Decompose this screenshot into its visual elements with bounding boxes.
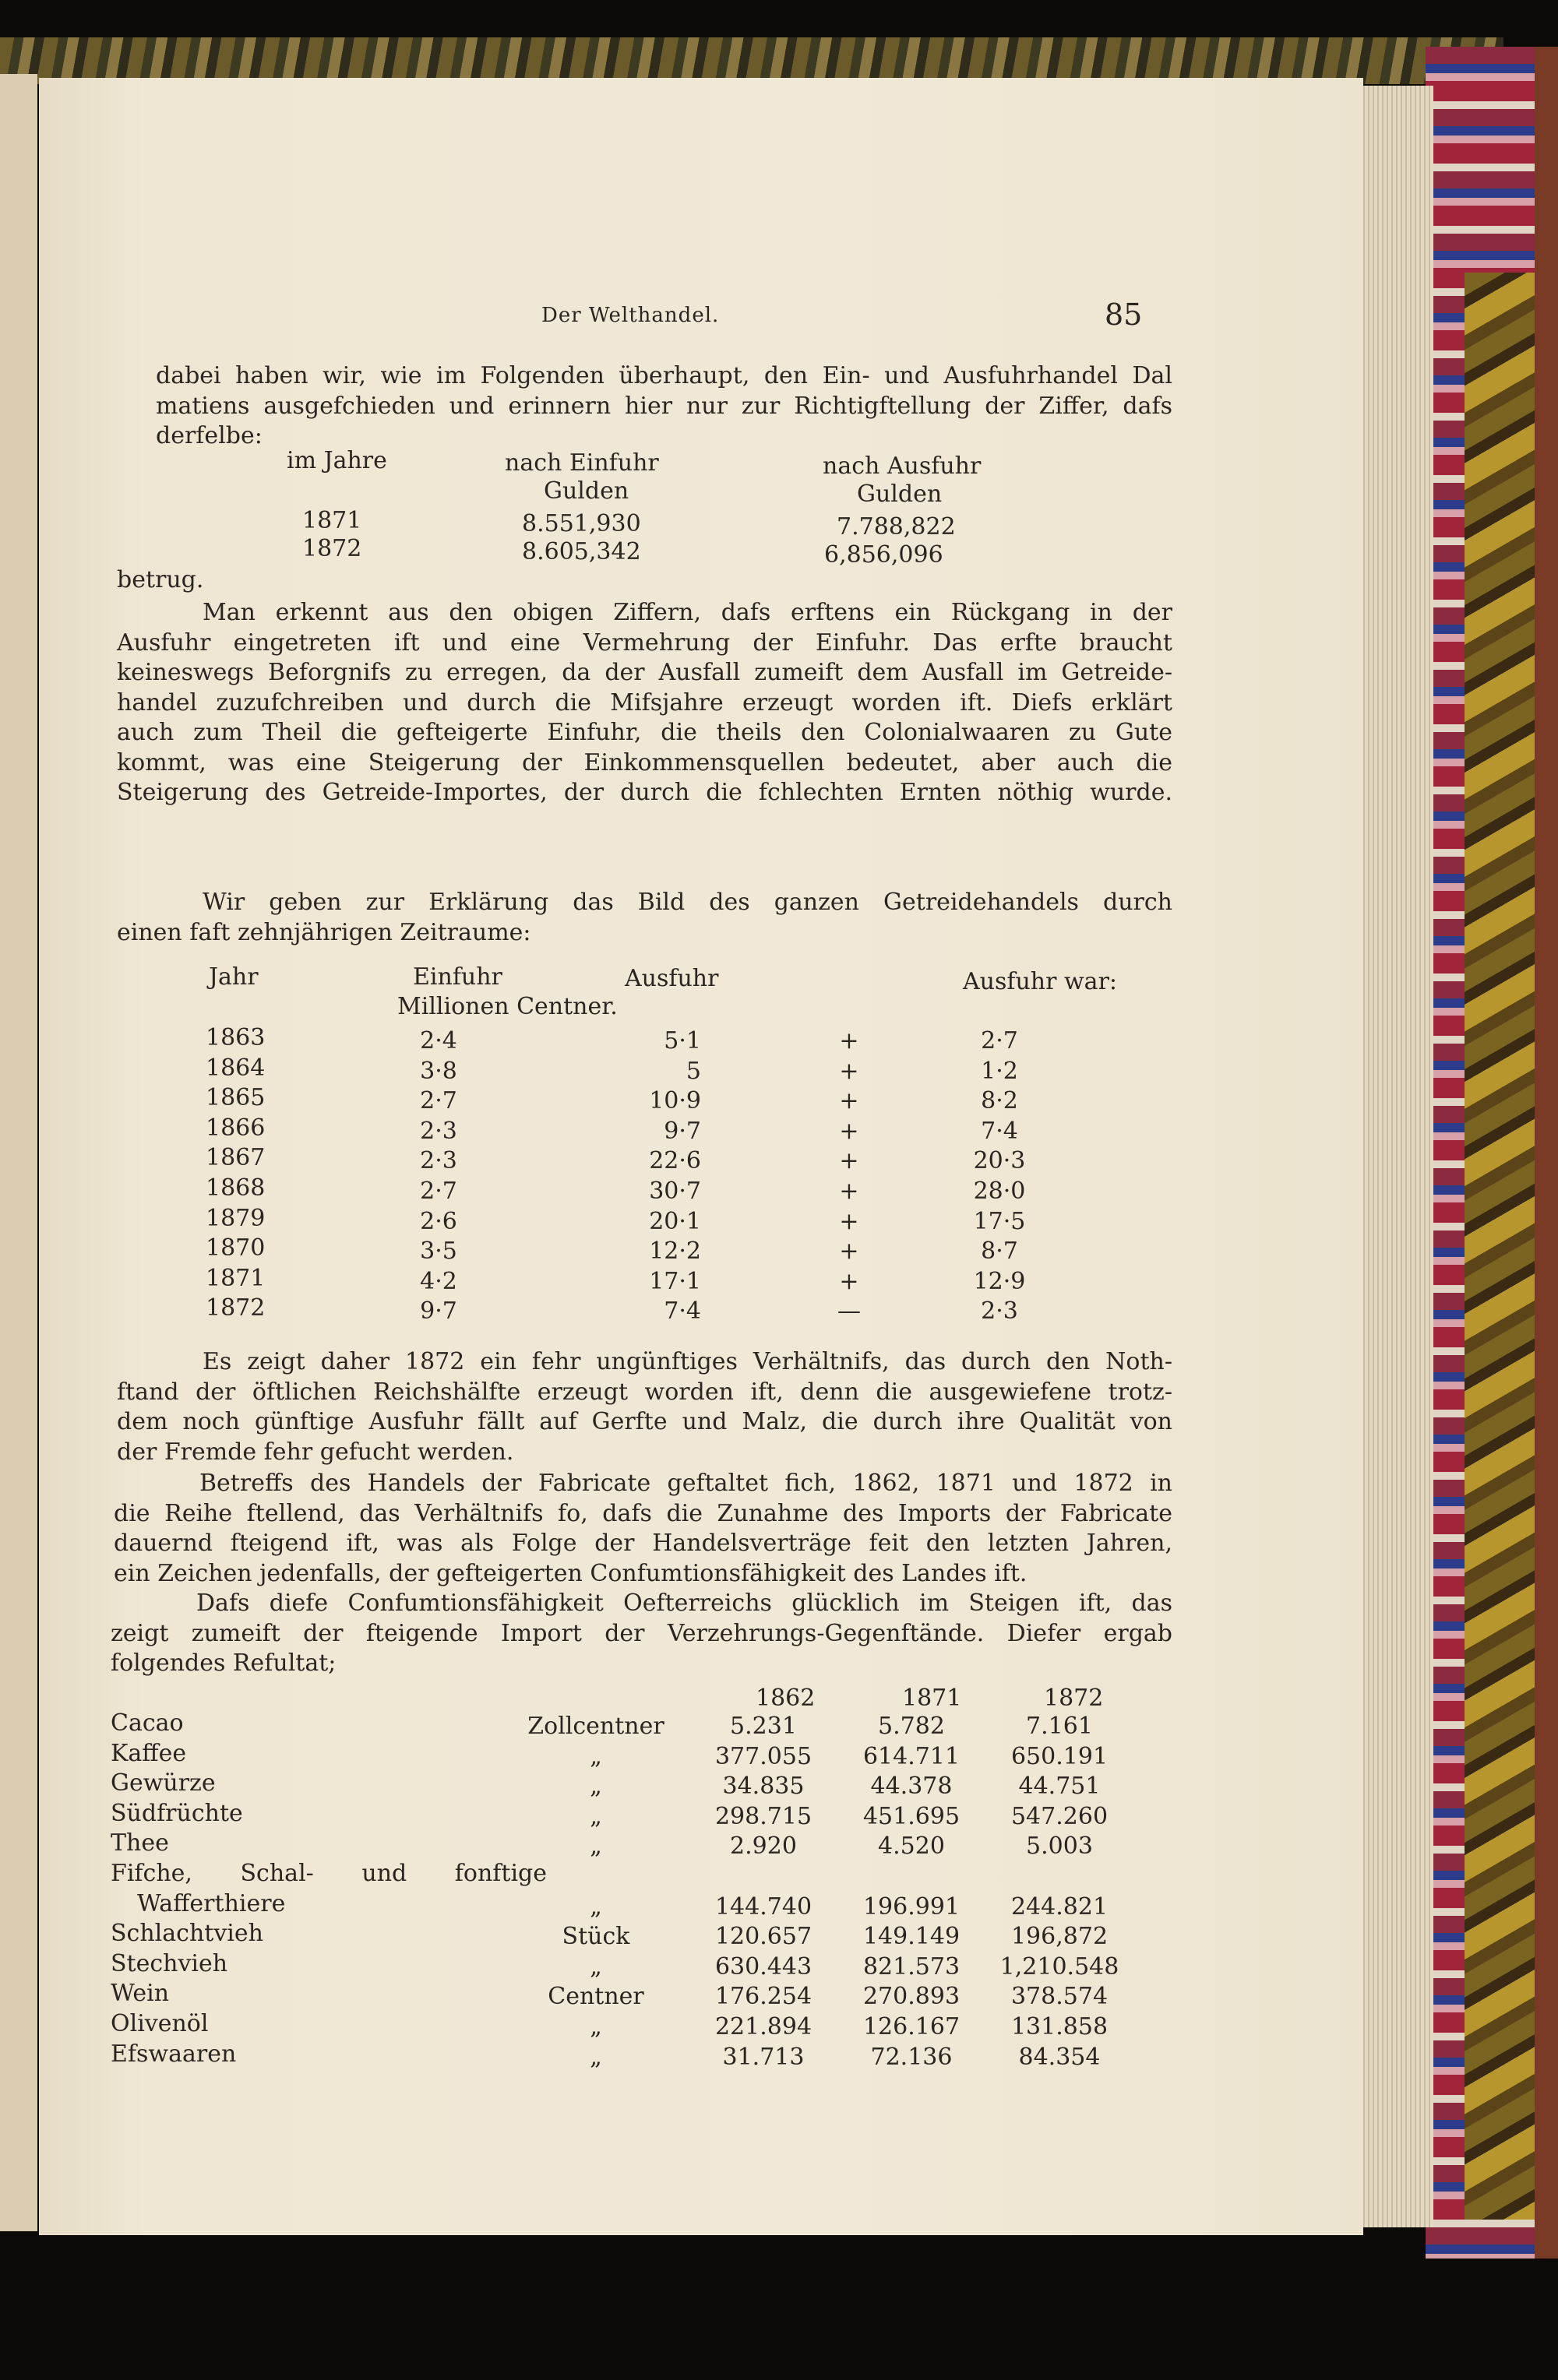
paragraph bbox=[111, 1589, 1172, 1679]
unit-label: Millionen Centner. bbox=[397, 993, 618, 1020]
marbled-cover-top bbox=[0, 37, 1503, 84]
table-cell-difference: 8·7 bbox=[981, 1238, 1018, 1266]
table-cell-1872: 84.354 bbox=[1018, 2043, 1101, 2071]
text-line: dauernd fteigend ift, was als Folge der Handelsverträge feit den letzten Jahren, bbox=[114, 1530, 1172, 1557]
table-cell-difference: 2·7 bbox=[981, 1027, 1018, 1054]
table-cell-year: 1871 bbox=[206, 1264, 266, 1292]
table-cell-1871: 821.573 bbox=[862, 1952, 961, 1980]
table-cell-sign: + bbox=[839, 1117, 859, 1145]
table-cell-import: 2·7 bbox=[420, 1178, 457, 1205]
column-header: Ausfuhr war: bbox=[963, 968, 1118, 995]
table-cell-item: Thee bbox=[111, 1829, 169, 1857]
text-line: die Reihe ftellend, das Verhältnifs fo, dafs die Zunahme des Imports der Fabricate bbox=[114, 1499, 1172, 1527]
table-cell-unit: Zollcentner bbox=[527, 1713, 664, 1740]
table-cell-export: 5·1 bbox=[664, 1027, 701, 1054]
column-header-year: 1872 bbox=[1044, 1685, 1104, 1712]
table-cell-1871: 196.991 bbox=[862, 1892, 961, 1921]
text-line: Betreffs des Handels der Fabricate geftaltet fich, 1862, 1871 und 1872 in bbox=[199, 1470, 1172, 1497]
table-cell-1862: 31.713 bbox=[722, 2043, 805, 2071]
table-cell-unit: „ bbox=[590, 2013, 602, 2040]
text-line: Dafs diefe Confumtionsfähigkeit Oefterreichs glücklich im Steigen ift, das bbox=[196, 1590, 1172, 1617]
table-cell-import: 2·3 bbox=[420, 1117, 457, 1145]
table-cell-1871: 44.378 bbox=[870, 1773, 953, 1801]
table-cell-sign: + bbox=[839, 1087, 859, 1115]
table-cell-1862: 5.231 bbox=[730, 1713, 797, 1740]
table-cell-import: 2·6 bbox=[420, 1207, 457, 1235]
table-cell-export: 10·9 bbox=[649, 1087, 701, 1115]
table-cell-difference: 8·2 bbox=[981, 1087, 1018, 1115]
table-cell-sign: + bbox=[839, 1147, 859, 1175]
table-cell-sign: + bbox=[839, 1057, 859, 1085]
table-cell-year: 1872 bbox=[206, 1294, 266, 1322]
table-cell-1862: 298.715 bbox=[714, 1802, 812, 1830]
page-stack-edges bbox=[1355, 86, 1433, 2227]
table-cell-unit: „ bbox=[590, 1892, 602, 1921]
paragraph bbox=[117, 598, 1172, 808]
text-line: keineswegs Beforgnifs zu erregen, da der Ausfall zumeift dem Ausfall im Getreide- bbox=[117, 659, 1172, 686]
book-page bbox=[39, 78, 1363, 2235]
table-cell-unit: „ bbox=[590, 1773, 602, 1801]
table-cell-unit: „ bbox=[590, 2043, 602, 2071]
paragraph bbox=[117, 1347, 1172, 1467]
table-cell-1872: 650.191 bbox=[1010, 1742, 1109, 1770]
column-header: Einfuhr bbox=[413, 963, 502, 991]
table-cell-year: 1865 bbox=[206, 1084, 266, 1112]
table-cell-export: 9·7 bbox=[664, 1117, 701, 1145]
table-cell-1862: 144.740 bbox=[714, 1892, 812, 1921]
table-cell-unit: „ bbox=[590, 1833, 602, 1861]
table-cell-year: 1866 bbox=[206, 1114, 266, 1142]
table-cell-1871: 614.711 bbox=[862, 1742, 961, 1770]
table-cell-1862: 120.657 bbox=[714, 1923, 812, 1951]
table-cell-year: 1863 bbox=[206, 1024, 266, 1051]
table-cell-difference: 20·3 bbox=[973, 1147, 1026, 1175]
table-cell-sign: + bbox=[839, 1027, 859, 1054]
table-cell-1872: 244.821 bbox=[1010, 1892, 1109, 1921]
table-cell-export: 30·7 bbox=[649, 1178, 701, 1205]
table-cell-unit: „ bbox=[590, 1742, 602, 1770]
column-header: nach Einfuhr bbox=[505, 449, 659, 477]
table-cell-import: 2·7 bbox=[420, 1087, 457, 1115]
paragraph bbox=[114, 1469, 1172, 1589]
table-cell-import: 2·3 bbox=[420, 1147, 457, 1175]
table-cell-item: Fifche, Schal- und fonftige bbox=[111, 1860, 547, 1887]
table-cell-unit: Centner bbox=[548, 1983, 644, 2011]
text-line: folgendes Refultat; bbox=[111, 1649, 337, 1677]
table-cell-item: Wein bbox=[111, 1980, 170, 2008]
table-cell-item: Stechvieh bbox=[111, 1949, 228, 1977]
text-line: Ausfuhr eingetreten ift und eine Vermehrung der Einfuhr. Das erfte braucht bbox=[117, 628, 1172, 657]
text-line: betrug. bbox=[117, 566, 204, 593]
table-cell-1862: 34.835 bbox=[722, 1773, 805, 1801]
table-cell-item: Wafferthiere bbox=[137, 1889, 286, 1917]
table-cell-1862: 176.254 bbox=[714, 1983, 812, 2011]
table-cell-export: 12·2 bbox=[649, 1238, 701, 1266]
page-number: 85 bbox=[1105, 298, 1143, 332]
table-cell-export: 6,856,096 bbox=[824, 541, 943, 569]
table-cell-sign: + bbox=[839, 1207, 859, 1235]
table-cell-export: 22·6 bbox=[649, 1147, 701, 1175]
table-cell-1872: 131.858 bbox=[1010, 2013, 1109, 2040]
table-cell-1872: 7.161 bbox=[1026, 1713, 1093, 1740]
column-header: im Jahre bbox=[287, 447, 387, 474]
column-header: nach Ausfuhr bbox=[823, 452, 982, 480]
table-cell-import: 3·5 bbox=[420, 1238, 457, 1266]
table-cell-export: 7·4 bbox=[664, 1297, 701, 1326]
text-line: ein Zeichen jedenfalls, der gefteigerten Confumtionsfähigkeit des Landes ift. bbox=[114, 1559, 1028, 1587]
table-cell-item: Cacao bbox=[111, 1709, 184, 1737]
table-cell-year: 1868 bbox=[206, 1174, 266, 1202]
table-cell-difference: 1·2 bbox=[981, 1057, 1018, 1085]
table-cell-1862: 2.920 bbox=[730, 1833, 797, 1861]
table-cell-import: 4·2 bbox=[420, 1267, 457, 1295]
column-header: Jahr bbox=[209, 963, 259, 991]
column-header: Ausfuhr bbox=[625, 965, 719, 992]
unit-label: Gulden bbox=[857, 481, 943, 508]
paragraph bbox=[117, 888, 1172, 948]
table-cell-1872: 1,210.548 bbox=[999, 1952, 1119, 1980]
text-line: der Fremde fehr gefucht werden. bbox=[117, 1438, 514, 1466]
table-cell-1871: 4.520 bbox=[878, 1833, 945, 1861]
text-line: Es zeigt daher 1872 ein fehr ungünftiges Verhältnifs, das durch den Noth- bbox=[203, 1348, 1172, 1375]
text-line: zeigt zumeift der fteigende Import der Verzehrungs-Gegenftände. Diefer ergab bbox=[111, 1619, 1172, 1647]
table-cell-import: 3·8 bbox=[420, 1057, 457, 1085]
table-cell-sign: + bbox=[839, 1178, 859, 1205]
column-header-year: 1871 bbox=[902, 1685, 962, 1712]
table-cell-1871: 451.695 bbox=[862, 1802, 961, 1830]
table-cell-item: Gewürze bbox=[111, 1769, 216, 1797]
text-line: ftand der öftlichen Reichshälfte erzeugt worden ift, denn die ausgewiefene trotz- bbox=[117, 1378, 1172, 1406]
text-line: handel zuzufchreiben und durch die Mifsjahre erzeugt worden ift. Diefs erklärt bbox=[117, 688, 1172, 716]
cover-binding-edge bbox=[1535, 47, 1558, 2274]
table-cell-item: Efswaaren bbox=[111, 2040, 237, 2068]
table-cell-import: 8.551,930 bbox=[522, 510, 641, 537]
running-header: Der Welthandel. bbox=[541, 304, 720, 327]
table-cell-difference: 7·4 bbox=[981, 1117, 1018, 1145]
table-cell-1862: 221.894 bbox=[714, 2013, 812, 2040]
table-cell-1871: 149.149 bbox=[862, 1923, 961, 1951]
text-line: auch zum Theil die gefteigerte Einfuhr, die theils den Colonialwaaren zu Gute bbox=[117, 719, 1172, 746]
table-cell-1872: 378.574 bbox=[1010, 1983, 1109, 2011]
table-cell-year: 1872 bbox=[302, 535, 362, 562]
table-cell-1862: 377.055 bbox=[714, 1742, 812, 1770]
table-cell-1871: 72.136 bbox=[870, 2043, 953, 2071]
table-cell-unit: „ bbox=[590, 1802, 602, 1830]
table-cell-1872: 196,872 bbox=[1010, 1923, 1109, 1951]
text-line: dabei haben wir, wie im Folgenden überhaupt, den Ein- und Ausfuhrhandel Dal bbox=[156, 362, 1172, 389]
unit-label: Gulden bbox=[544, 477, 629, 505]
table-cell-difference: 17·5 bbox=[973, 1207, 1026, 1235]
text-line: dem noch günftige Ausfuhr fällt auf Gerfte und Malz, die durch ihre Qualität von bbox=[117, 1408, 1172, 1435]
text-line: einen faft zehnjährigen Zeitraume: bbox=[117, 918, 531, 946]
table-cell-unit: Stück bbox=[562, 1923, 630, 1951]
table-cell-1872: 44.751 bbox=[1018, 1773, 1101, 1801]
table-cell-difference: 28·0 bbox=[973, 1178, 1026, 1205]
text-line: matiens ausgefchieden und erinnern hier nur zur Richtigftellung der Ziffer, dafs bbox=[156, 392, 1172, 420]
text-line: Wir geben zur Erklärung das Bild des ganzen Getreidehandels durch bbox=[203, 889, 1172, 916]
table-cell-unit: „ bbox=[590, 1952, 602, 1980]
table-cell-1862: 630.443 bbox=[714, 1952, 812, 1980]
table-cell-1872: 5.003 bbox=[1026, 1833, 1093, 1861]
table-cell-year: 1870 bbox=[206, 1234, 266, 1262]
table-cell-sign: — bbox=[837, 1297, 861, 1326]
table-cell-item: Kaffee bbox=[111, 1739, 187, 1767]
table-cell-year: 1879 bbox=[206, 1204, 266, 1232]
table-cell-year: 1867 bbox=[206, 1144, 266, 1172]
text-line: derfelbe: bbox=[156, 422, 263, 449]
table-cell-1871: 126.167 bbox=[862, 2013, 961, 2040]
table-cell-item: Südfrüchte bbox=[111, 1799, 243, 1827]
table-cell-import: 9·7 bbox=[420, 1297, 457, 1326]
table-cell-sign: + bbox=[839, 1267, 859, 1295]
table-cell-1871: 5.782 bbox=[878, 1713, 945, 1740]
table-cell-export: 17·1 bbox=[649, 1267, 701, 1295]
table-cell-year: 1871 bbox=[302, 507, 362, 534]
text-line: Man erkennt aus den obigen Ziffern, dafs erftens ein Rückgang in der bbox=[203, 599, 1172, 626]
table-cell-1872: 547.260 bbox=[1010, 1802, 1109, 1830]
table-cell-difference: 2·3 bbox=[981, 1297, 1018, 1326]
column-header-year: 1862 bbox=[756, 1685, 816, 1712]
previous-page-sliver bbox=[0, 74, 37, 2231]
text-line: Steigerung des Getreide-Importes, der durch die fchlechten Ernten nöthig wurde. bbox=[117, 779, 1172, 806]
table-cell-item: Schlachtvieh bbox=[111, 1920, 263, 1948]
table-cell-export: 20·1 bbox=[649, 1207, 701, 1235]
table-cell-import: 2·4 bbox=[420, 1027, 457, 1054]
table-cell-item: Olivenöl bbox=[111, 2010, 209, 2037]
table-cell-export: 7.788,822 bbox=[837, 513, 956, 540]
table-cell-difference: 12·9 bbox=[973, 1267, 1026, 1295]
table-cell-year: 1864 bbox=[206, 1054, 266, 1082]
marbled-cover-right bbox=[1465, 273, 1535, 2220]
scan-background bbox=[0, 2259, 1558, 2380]
table-cell-1871: 270.893 bbox=[862, 1983, 961, 2011]
table-cell-import: 8.605,342 bbox=[522, 538, 641, 565]
text-line: kommt, was eine Steigerung der Einkommensquellen bedeutet, aber auch die bbox=[117, 748, 1172, 776]
table-cell-export: 5 bbox=[686, 1057, 701, 1085]
intro-paragraph bbox=[156, 361, 1172, 452]
table-cell-sign: + bbox=[839, 1238, 859, 1266]
